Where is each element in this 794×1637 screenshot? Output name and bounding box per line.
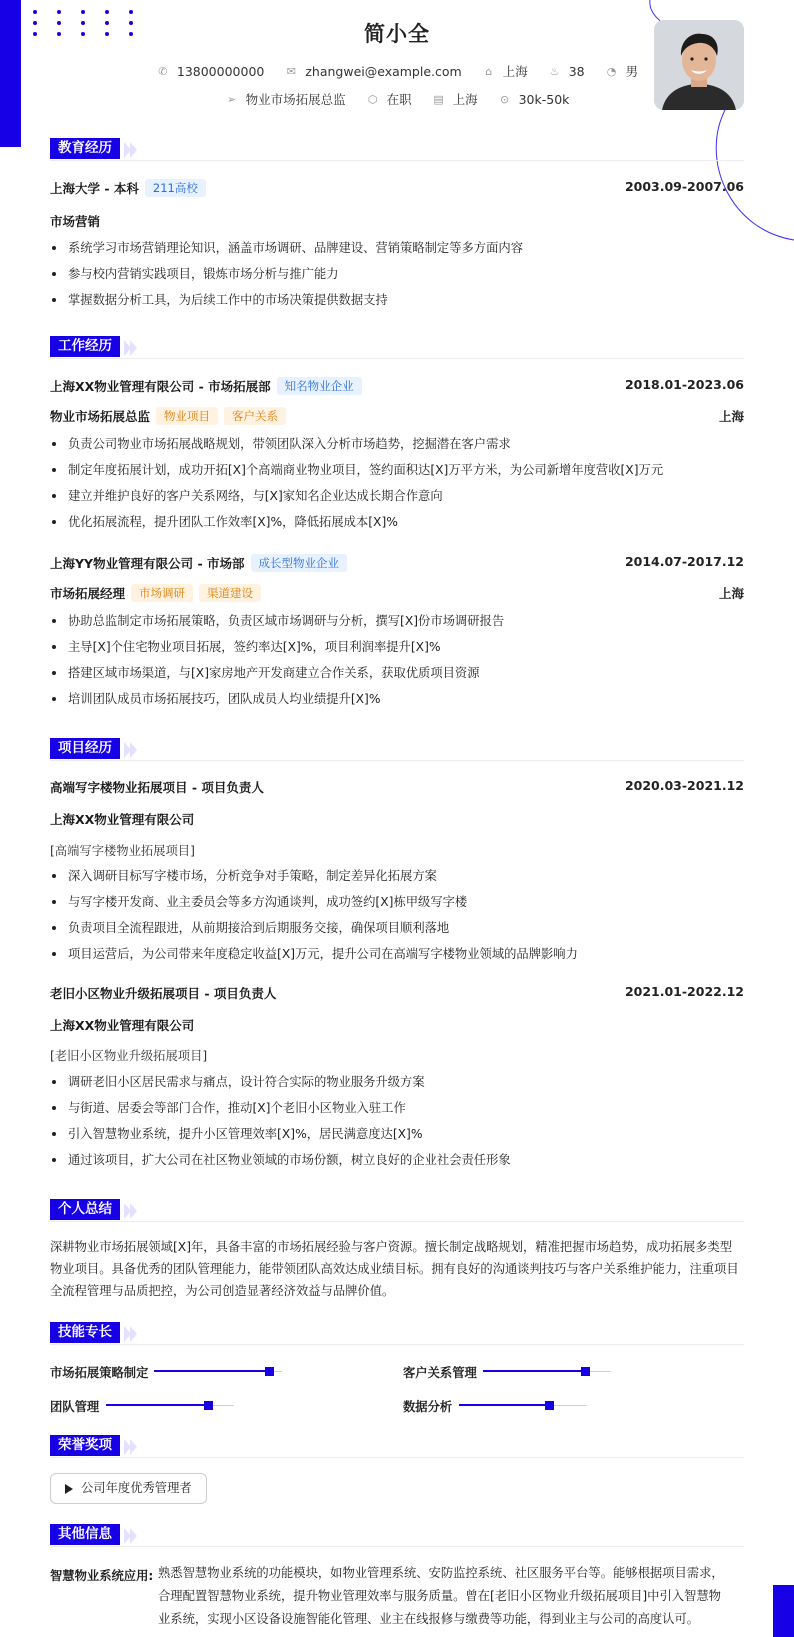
skill-knob (581, 1367, 590, 1376)
list-item: 通过该项目，扩大公司在社区物业领域的市场份额，树立良好的企业社会责任形象 (50, 1151, 744, 1177)
work-city: 上海 (718, 586, 744, 601)
position-tag: 客户关系 (224, 407, 286, 425)
home-icon: ⌂ (485, 64, 493, 78)
summary-text: 深耕物业市场拓展领域[X]年，具备丰富的市场拓展经验与客户资源。擅长制定战略规划，精准把握市场趋势，成功拓展多类型物业项目。具备优秀的团队管理能力，能带领团队高效达成业绩目标。拥有良好的沟通谈判技巧与客户关系维护能力，注重项目全流程管理与品质把控，为公司创造显著经济效益与品牌价值。 (50, 1240, 739, 1298)
section-header-education: 教育经历 (50, 138, 744, 160)
company-name: 上海XX物业管理有限公司 - 市场拓展部 (50, 379, 271, 394)
project-bullets-1 (50, 867, 744, 971)
job-title: 物业市场拓展总监 (245, 92, 346, 107)
list-item: 与写字楼开发商、业主委员会等多方沟通谈判，成功签约[X]栋甲级写字楼 (50, 893, 744, 919)
skill-name: 客户关系管理 (403, 1366, 477, 1380)
skill-knob (545, 1401, 554, 1410)
candidate-name: 简小全 (364, 22, 430, 46)
other-info-label: 智慧物业系统应用: (50, 1569, 154, 1583)
skill-name: 数据分析 (403, 1400, 453, 1414)
section-header-work: 工作经历 (50, 336, 744, 358)
skill-bar (154, 1371, 282, 1372)
school-tag: 211高校 (145, 179, 206, 197)
email: zhangwei@example.com (305, 63, 462, 79)
position-row-1 (50, 407, 744, 425)
skill-name: 团队管理 (50, 1400, 100, 1414)
section-header-skills: 技能专长 (50, 1322, 744, 1344)
company-tag: 知名物业企业 (277, 377, 362, 395)
education-bullets (50, 239, 744, 317)
list-item: 协助总监制定市场拓展策略，负责区域市场调研与分析，撰写[X]份市场调研报告 (50, 612, 744, 638)
list-item: 培训团队成员市场拓展技巧，团队成员人均业绩提升[X]% (50, 690, 744, 716)
list-item: 搭建区域市场渠道，与[X]家房地产开发商建立合作关系，获取优质项目资源 (50, 664, 744, 690)
location-icon: ▤ (433, 92, 444, 106)
work-period: 2014.07-2017.12 (624, 554, 744, 569)
school-name: 上海大学 - 本科 (50, 181, 139, 196)
project-company: 上海XX物业管理有限公司 (50, 1018, 195, 1033)
status-icon: ⬡ (367, 92, 378, 106)
list-item: 掌握数据分析工具，为后续工作中的市场决策提供数据支持 (50, 291, 744, 317)
list-item: 调研老旧小区居民需求与痛点，设计符合实际的物业服务升级方案 (50, 1073, 744, 1099)
list-item: 负责项目全流程跟进，从前期接洽到后期服务交接，确保项目顺利落地 (50, 919, 744, 945)
phone-icon: ✆ (158, 64, 168, 78)
cake-icon: ♨ (549, 64, 560, 78)
salary-icon: ⊙ (499, 92, 510, 106)
list-item: 负责公司物业市场拓展战略规划，带领团队深入分析市场趋势，挖掘潜在客户需求 (50, 435, 744, 461)
position-tag: 渠道建设 (199, 584, 261, 602)
position-title: 物业市场拓展总监 (50, 409, 151, 424)
project-header-2 (50, 984, 744, 1002)
position-tag: 市场调研 (131, 584, 193, 602)
work-header-1 (50, 377, 744, 395)
project-title: 老旧小区物业升级拓展项目 - 项目负责人 (50, 986, 277, 1001)
education-major: 市场营销 (50, 214, 101, 229)
play-triangle-icon (65, 1484, 73, 1494)
send-icon: ➢ (226, 92, 237, 106)
list-item: 参与校内营销实践项目，锻炼市场分析与推广能力 (50, 265, 744, 291)
other-info-text: 熟悉智慧物业系统的功能模块，如物业管理系统、安防监控系统、社区服务平台等。能够根据项目需求，合理配置智慧物业系统，提升物业管理效率与服务质量。曾在[老旧小区物业升级拓展项目]中引入智慧物业系统，实现小区设备设施智能化管理、业主在线报修与缴费等功能，得到业主与公司的高度认可。 (158, 1566, 724, 1626)
project-period: 2021.01-2022.12 (624, 984, 744, 999)
work-period: 2018.01-2023.06 (624, 377, 744, 392)
list-item: 系统学习市场营销理论知识，涵盖市场调研、品牌建设、营销策略制定等多方面内容 (50, 239, 744, 265)
work-bullets-2 (50, 612, 744, 716)
project-title: 高端写字楼物业拓展项目 - 项目负责人 (50, 780, 264, 795)
mail-icon: ✉ (286, 64, 296, 78)
skill-knob (204, 1401, 213, 1410)
salary: 30k-50k (518, 91, 570, 107)
project-period: 2020.03-2021.12 (624, 778, 744, 793)
section-header-other: 其他信息 (50, 1524, 744, 1546)
job-city: 上海 (452, 92, 478, 107)
education-period: 2003.09-2007.06 (624, 179, 744, 194)
list-item: 建立并维护良好的客户关系网络，与[X]家知名企业达成长期合作意向 (50, 487, 744, 513)
section-header-projects: 项目经历 (50, 738, 744, 760)
skill-bar (459, 1405, 587, 1406)
project-bullets-2 (50, 1073, 744, 1177)
job-status: 在职 (386, 92, 412, 107)
accent-bar-right (773, 1585, 794, 1637)
education-header (50, 179, 744, 197)
skill-knob (265, 1367, 274, 1376)
list-item: 与街道、居委会等部门合作，推动[X]个老旧小区物业入驻工作 (50, 1099, 744, 1125)
skill-name: 市场拓展策略制定 (50, 1366, 149, 1380)
phone-number: 13800000000 (176, 63, 265, 79)
skill-bar (106, 1405, 234, 1406)
list-item: 深入调研目标写字楼市场，分析竞争对手策略，制定差异化拓展方案 (50, 867, 744, 893)
gender-icon: ◔ (606, 64, 617, 78)
award-label: 公司年度优秀管理者 (81, 1481, 192, 1495)
project-header-1 (50, 778, 744, 796)
list-item: 引入智慧物业系统，提升小区管理效率[X]%，居民满意度达[X]% (50, 1125, 744, 1151)
list-item: 优化拓展流程，提升团队工作效率[X]%，降低拓展成本[X]% (50, 513, 744, 539)
age: 38 (568, 63, 585, 79)
position-row-2 (50, 584, 744, 602)
project-name: [老旧小区物业升级拓展项目] (50, 1049, 208, 1063)
work-bullets-1 (50, 435, 744, 539)
award-item[interactable] (50, 1473, 207, 1504)
project-name: [高端写字楼物业拓展项目] (50, 844, 195, 858)
city: 上海 (502, 64, 528, 79)
position-title: 市场拓展经理 (50, 586, 126, 601)
list-item: 项目运营后，为公司带来年度稳定收益[X]万元，提升公司在高端写字楼物业领域的品牌影响力 (50, 945, 744, 971)
skill-bar (483, 1371, 611, 1372)
company-tag: 成长型物业企业 (251, 554, 348, 572)
work-city: 上海 (718, 409, 744, 424)
section-header-summary: 个人总结 (50, 1199, 744, 1221)
avatar (654, 20, 744, 110)
company-name: 上海YY物业管理有限公司 - 市场部 (50, 556, 245, 571)
section-header-awards: 荣誉奖项 (50, 1435, 744, 1457)
project-company: 上海XX物业管理有限公司 (50, 812, 195, 827)
work-header-2 (50, 554, 744, 572)
list-item: 制定年度拓展计划，成功开拓[X]个高端商业物业项目，签约面积达[X]万平方米，为公司新增年度营收[X]万元 (50, 461, 744, 487)
position-tag: 物业项目 (156, 407, 218, 425)
list-item: 主导[X]个住宅物业项目拓展，签约率达[X]%，项目利润率提升[X]% (50, 638, 744, 664)
gender: 男 (625, 64, 639, 79)
